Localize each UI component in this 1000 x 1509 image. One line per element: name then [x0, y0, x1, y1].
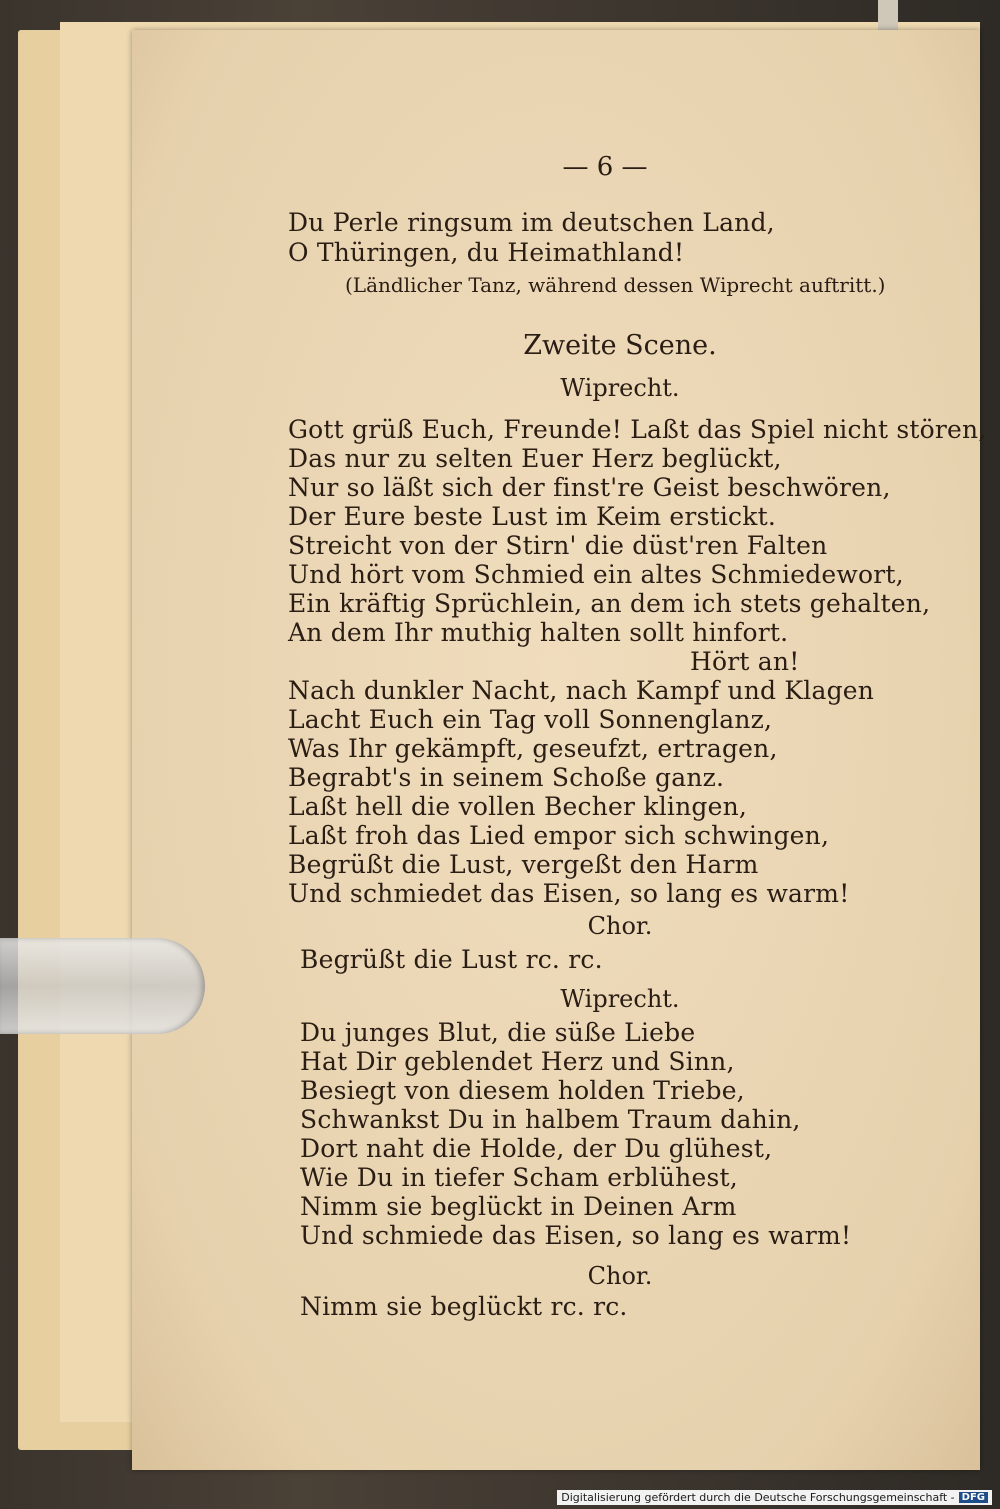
- verse-line: Begrüßt die Lust, vergeßt den Harm: [288, 850, 759, 879]
- verse-line: Nach dunkler Nacht, nach Kampf und Klagen: [288, 676, 875, 705]
- verse-line: Nimm sie beglückt in Deinen Arm: [300, 1192, 737, 1221]
- verse-line: An dem Ihr muthig halten sollt hinfort.: [288, 618, 789, 647]
- verse-line: O Thüringen, du Heimathland!: [288, 238, 685, 267]
- verse-line: Ein kräftig Sprüchlein, an dem ich stets gehalten,: [288, 589, 931, 618]
- clip-bookmark: [0, 938, 205, 1034]
- speaker-name: Wiprecht.: [560, 374, 680, 402]
- chorus-line: Begrüßt die Lust rc. rc.: [300, 945, 603, 974]
- verse-line: Laßt hell die vollen Becher klingen,: [288, 792, 748, 821]
- page-number: — 6 —: [562, 152, 648, 182]
- verse-line: Schwankst Du in halbem Traum dahin,: [300, 1105, 801, 1134]
- speaker-name: Wiprecht.: [560, 985, 680, 1013]
- verse-line: Was Ihr gekämpft, geseufzt, ertragen,: [288, 734, 778, 763]
- verse-line: Und hört vom Schmied ein altes Schmiedewort,: [288, 560, 904, 589]
- chorus-label: Chor.: [587, 1262, 653, 1290]
- chorus-label: Chor.: [587, 912, 653, 940]
- verse-line: Laßt froh das Lied empor sich schwingen,: [288, 821, 830, 850]
- verse-line: Begrabt's in seinem Schoße ganz.: [288, 763, 725, 792]
- verse-line: Besiegt von diesem holden Triebe,: [300, 1076, 745, 1105]
- verse-line: Der Eure beste Lust im Keim erstickt.: [288, 502, 776, 531]
- verse-line: Dort naht die Holde, der Du glühest,: [300, 1134, 773, 1163]
- verse-line: Wie Du in tiefer Scham erblühest,: [300, 1163, 738, 1192]
- chorus-line: Nimm sie beglückt rc. rc.: [300, 1292, 628, 1321]
- verse-line: Und schmiedet das Eisen, so lang es warm!: [288, 879, 850, 908]
- verse-line: Hat Dir geblendet Herz und Sinn,: [300, 1047, 735, 1076]
- verse-line: Streicht von der Stirn' die düst'ren Falten: [288, 531, 828, 560]
- footer-text: Digitalisierung gefördert durch die Deutsche Forschungsgemeinschaft -: [561, 1491, 955, 1504]
- verse-line: Nur so läßt sich der finst're Geist beschwören,: [288, 473, 891, 502]
- footer-credit: [557, 1490, 992, 1505]
- verse-line: Lacht Euch ein Tag voll Sonnenglanz,: [288, 705, 773, 734]
- verse-line: Und schmiede das Eisen, so lang es warm!: [300, 1221, 852, 1250]
- verse-line: Du junges Blut, die süße Liebe: [300, 1018, 696, 1047]
- verse-line: Du Perle ringsum im deutschen Land,: [288, 208, 775, 237]
- dfg-logo-icon: DFG: [959, 1492, 988, 1503]
- stage-direction: (Ländlicher Tanz, während dessen Wiprecht auftritt.): [345, 273, 886, 297]
- scene-heading: Zweite Scene.: [523, 330, 717, 361]
- verse-line: Gott grüß Euch, Freunde! Laßt das Spiel nicht stören,: [288, 415, 987, 444]
- verse-line-hort-an: Hört an!: [690, 647, 800, 676]
- verse-line: Das nur zu selten Euer Herz beglückt,: [288, 444, 782, 473]
